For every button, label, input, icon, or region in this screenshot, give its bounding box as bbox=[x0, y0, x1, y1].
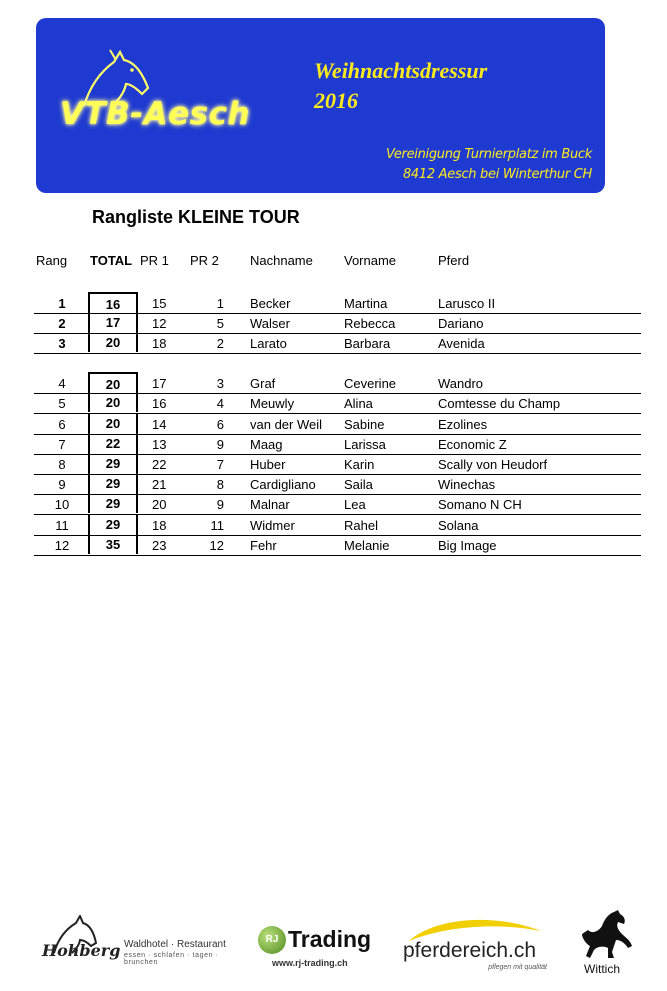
pferd-cell: Dariano bbox=[438, 316, 484, 331]
nachname-cell: Meuwly bbox=[250, 396, 295, 411]
rank-cell: 4 bbox=[58, 376, 66, 391]
vorname-cell: Saila bbox=[344, 477, 373, 492]
rank-cell: 9 bbox=[58, 477, 66, 492]
rank-cell: 7 bbox=[58, 437, 66, 452]
vorname-cell: Alina bbox=[344, 396, 373, 411]
total-cell: 29 bbox=[88, 453, 138, 473]
rank-cell: 6 bbox=[58, 417, 66, 432]
pr2-cell: 3 bbox=[216, 376, 224, 391]
vorname-cell: Rahel bbox=[344, 518, 378, 533]
total-cell: 20 bbox=[88, 332, 138, 352]
pferd-cell: Avenida bbox=[438, 336, 485, 351]
table-row bbox=[34, 515, 641, 536]
rank-cell: 1 bbox=[58, 296, 66, 311]
pferd-cell: Somano N CH bbox=[438, 497, 522, 512]
rank-cell: 11 bbox=[55, 518, 69, 533]
pr1-cell: 17 bbox=[152, 376, 167, 391]
vorname-cell: Martina bbox=[344, 296, 388, 311]
hohberg-script: Hohberg bbox=[42, 941, 121, 960]
sponsor-rj-trading bbox=[258, 922, 383, 972]
pferd-cell: Larusco II bbox=[438, 296, 496, 311]
event-title bbox=[314, 56, 487, 116]
pr1-cell: 12 bbox=[152, 316, 167, 331]
pferd-cell: Solana bbox=[438, 518, 479, 533]
pr2-cell: 1 bbox=[216, 296, 224, 311]
table-row bbox=[34, 393, 641, 414]
nachname-cell: Malnar bbox=[250, 497, 290, 512]
total-cell: 20 bbox=[88, 413, 138, 433]
sponsor-wittich bbox=[578, 908, 638, 980]
sponsor-hohberg bbox=[38, 915, 248, 975]
total-cell: 22 bbox=[88, 433, 138, 453]
nachname-cell: Becker bbox=[250, 296, 291, 311]
pr2-cell: 2 bbox=[216, 336, 224, 351]
col-pferd: Pferd bbox=[438, 253, 470, 268]
rank-cell: 10 bbox=[54, 497, 70, 512]
nachname-cell: van der Weil bbox=[250, 417, 323, 432]
col-total: TOTAL bbox=[90, 253, 133, 268]
total-cell: 17 bbox=[88, 312, 138, 332]
vorname-cell: Sabine bbox=[344, 417, 385, 432]
table-row bbox=[34, 333, 641, 354]
rank-cell: 8 bbox=[58, 457, 66, 472]
pr1-cell: 21 bbox=[152, 477, 167, 492]
vorname-cell: Rebecca bbox=[344, 316, 396, 331]
vorname-cell: Larissa bbox=[344, 437, 386, 452]
col-pr2: PR 2 bbox=[190, 253, 219, 268]
nachname-cell: Maag bbox=[250, 437, 283, 452]
col-rang: Rang bbox=[36, 253, 68, 268]
pr1-cell: 16 bbox=[152, 396, 167, 411]
rank-cell: 2 bbox=[58, 316, 66, 331]
header-banner bbox=[36, 18, 605, 193]
table-row bbox=[34, 434, 641, 455]
nachname-cell: Larato bbox=[250, 336, 287, 351]
pferd-cell: Economic Z bbox=[438, 437, 507, 452]
table-row bbox=[34, 494, 641, 515]
nachname-cell: Fehr bbox=[250, 538, 277, 553]
nachname-cell: Cardigliano bbox=[250, 477, 316, 492]
nachname-cell: Walser bbox=[250, 316, 290, 331]
pr2-cell: 5 bbox=[216, 316, 224, 331]
pferd-cell: Ezolines bbox=[438, 417, 488, 432]
pr2-cell: 9 bbox=[216, 437, 224, 452]
pr1-cell: 13 bbox=[152, 437, 167, 452]
vorname-cell: Karin bbox=[344, 457, 375, 472]
table-row bbox=[34, 293, 641, 314]
total-cell: 20 bbox=[88, 372, 138, 394]
pr2-cell: 12 bbox=[209, 538, 224, 553]
table-header bbox=[0, 253, 667, 273]
pr2-cell: 9 bbox=[216, 497, 224, 512]
pferd-cell: Winechas bbox=[438, 477, 496, 492]
pferd-cell: Wandro bbox=[438, 376, 484, 391]
logo-text: VTB-Aesch bbox=[60, 96, 251, 132]
hohberg-tagline: essen · schlafen · tagen · brunchen bbox=[124, 952, 219, 966]
organization-city: 8412 Aesch bei Winterthur CH bbox=[402, 167, 592, 182]
pr1-cell: 18 bbox=[152, 336, 167, 351]
nachname-cell: Widmer bbox=[250, 518, 295, 533]
organization-address bbox=[386, 145, 592, 185]
rank-cell: 12 bbox=[54, 538, 70, 553]
table-row bbox=[34, 454, 641, 475]
total-cell: 29 bbox=[88, 473, 138, 493]
pr1-cell: 14 bbox=[152, 417, 167, 432]
list-title: Rangliste KLEINE TOUR bbox=[92, 207, 300, 227]
rj-name: Trading bbox=[288, 926, 372, 952]
table-row bbox=[34, 474, 641, 495]
pr2-cell: 8 bbox=[216, 477, 224, 492]
pferdereich-name: pferdereich.ch bbox=[403, 939, 537, 962]
green-ball-icon: RJ bbox=[258, 926, 286, 954]
pr2-cell: 11 bbox=[210, 518, 224, 533]
hohberg-name: Waldhotel · Restaurant bbox=[124, 939, 226, 950]
col-vorname: Vorname bbox=[344, 253, 397, 268]
pferd-cell: Comtesse du Champ bbox=[438, 396, 561, 411]
total-cell: 35 bbox=[88, 534, 138, 554]
table-row bbox=[34, 373, 641, 394]
event-year: 2016 bbox=[314, 88, 358, 113]
table-row bbox=[34, 313, 641, 334]
organization-name: Vereinigung Turnierplatz im Buck bbox=[386, 147, 592, 162]
vorname-cell: Ceverine bbox=[344, 376, 397, 391]
vorname-cell: Lea bbox=[344, 497, 366, 512]
pr2-cell: 7 bbox=[216, 457, 224, 472]
sponsor-pferdereich bbox=[403, 915, 553, 975]
col-pr1: PR 1 bbox=[140, 253, 169, 268]
wittich-name: Wittich bbox=[584, 962, 620, 976]
total-cell: 20 bbox=[88, 392, 138, 412]
pr1-cell: 23 bbox=[152, 538, 167, 553]
total-cell: 16 bbox=[88, 292, 138, 314]
pr1-cell: 20 bbox=[152, 497, 167, 512]
rj-url: www.rj-trading.ch bbox=[272, 958, 348, 968]
event-name: Weihnachtsdressur bbox=[314, 58, 488, 83]
pr2-cell: 4 bbox=[216, 396, 224, 411]
col-nachname: Nachname bbox=[250, 253, 313, 268]
pferdereich-tagline: pflegen mit qualität bbox=[488, 964, 547, 971]
total-cell: 29 bbox=[88, 493, 138, 513]
rearing-horse-icon bbox=[578, 908, 634, 960]
pferd-cell: Big Image bbox=[438, 538, 497, 553]
vorname-cell: Barbara bbox=[344, 336, 391, 351]
total-cell: 29 bbox=[88, 514, 138, 534]
pr2-cell: 6 bbox=[216, 417, 224, 432]
rank-cell: 3 bbox=[58, 336, 66, 351]
nachname-cell: Graf bbox=[250, 376, 276, 391]
pr1-cell: 15 bbox=[152, 296, 167, 311]
table-row bbox=[34, 414, 641, 435]
pr1-cell: 18 bbox=[152, 518, 167, 533]
table-row bbox=[34, 535, 641, 556]
vorname-cell: Melanie bbox=[344, 538, 390, 553]
pferd-cell: Scally von Heudorf bbox=[438, 457, 548, 472]
rank-cell: 5 bbox=[58, 396, 66, 411]
nachname-cell: Huber bbox=[250, 457, 286, 472]
pr1-cell: 22 bbox=[152, 457, 167, 472]
